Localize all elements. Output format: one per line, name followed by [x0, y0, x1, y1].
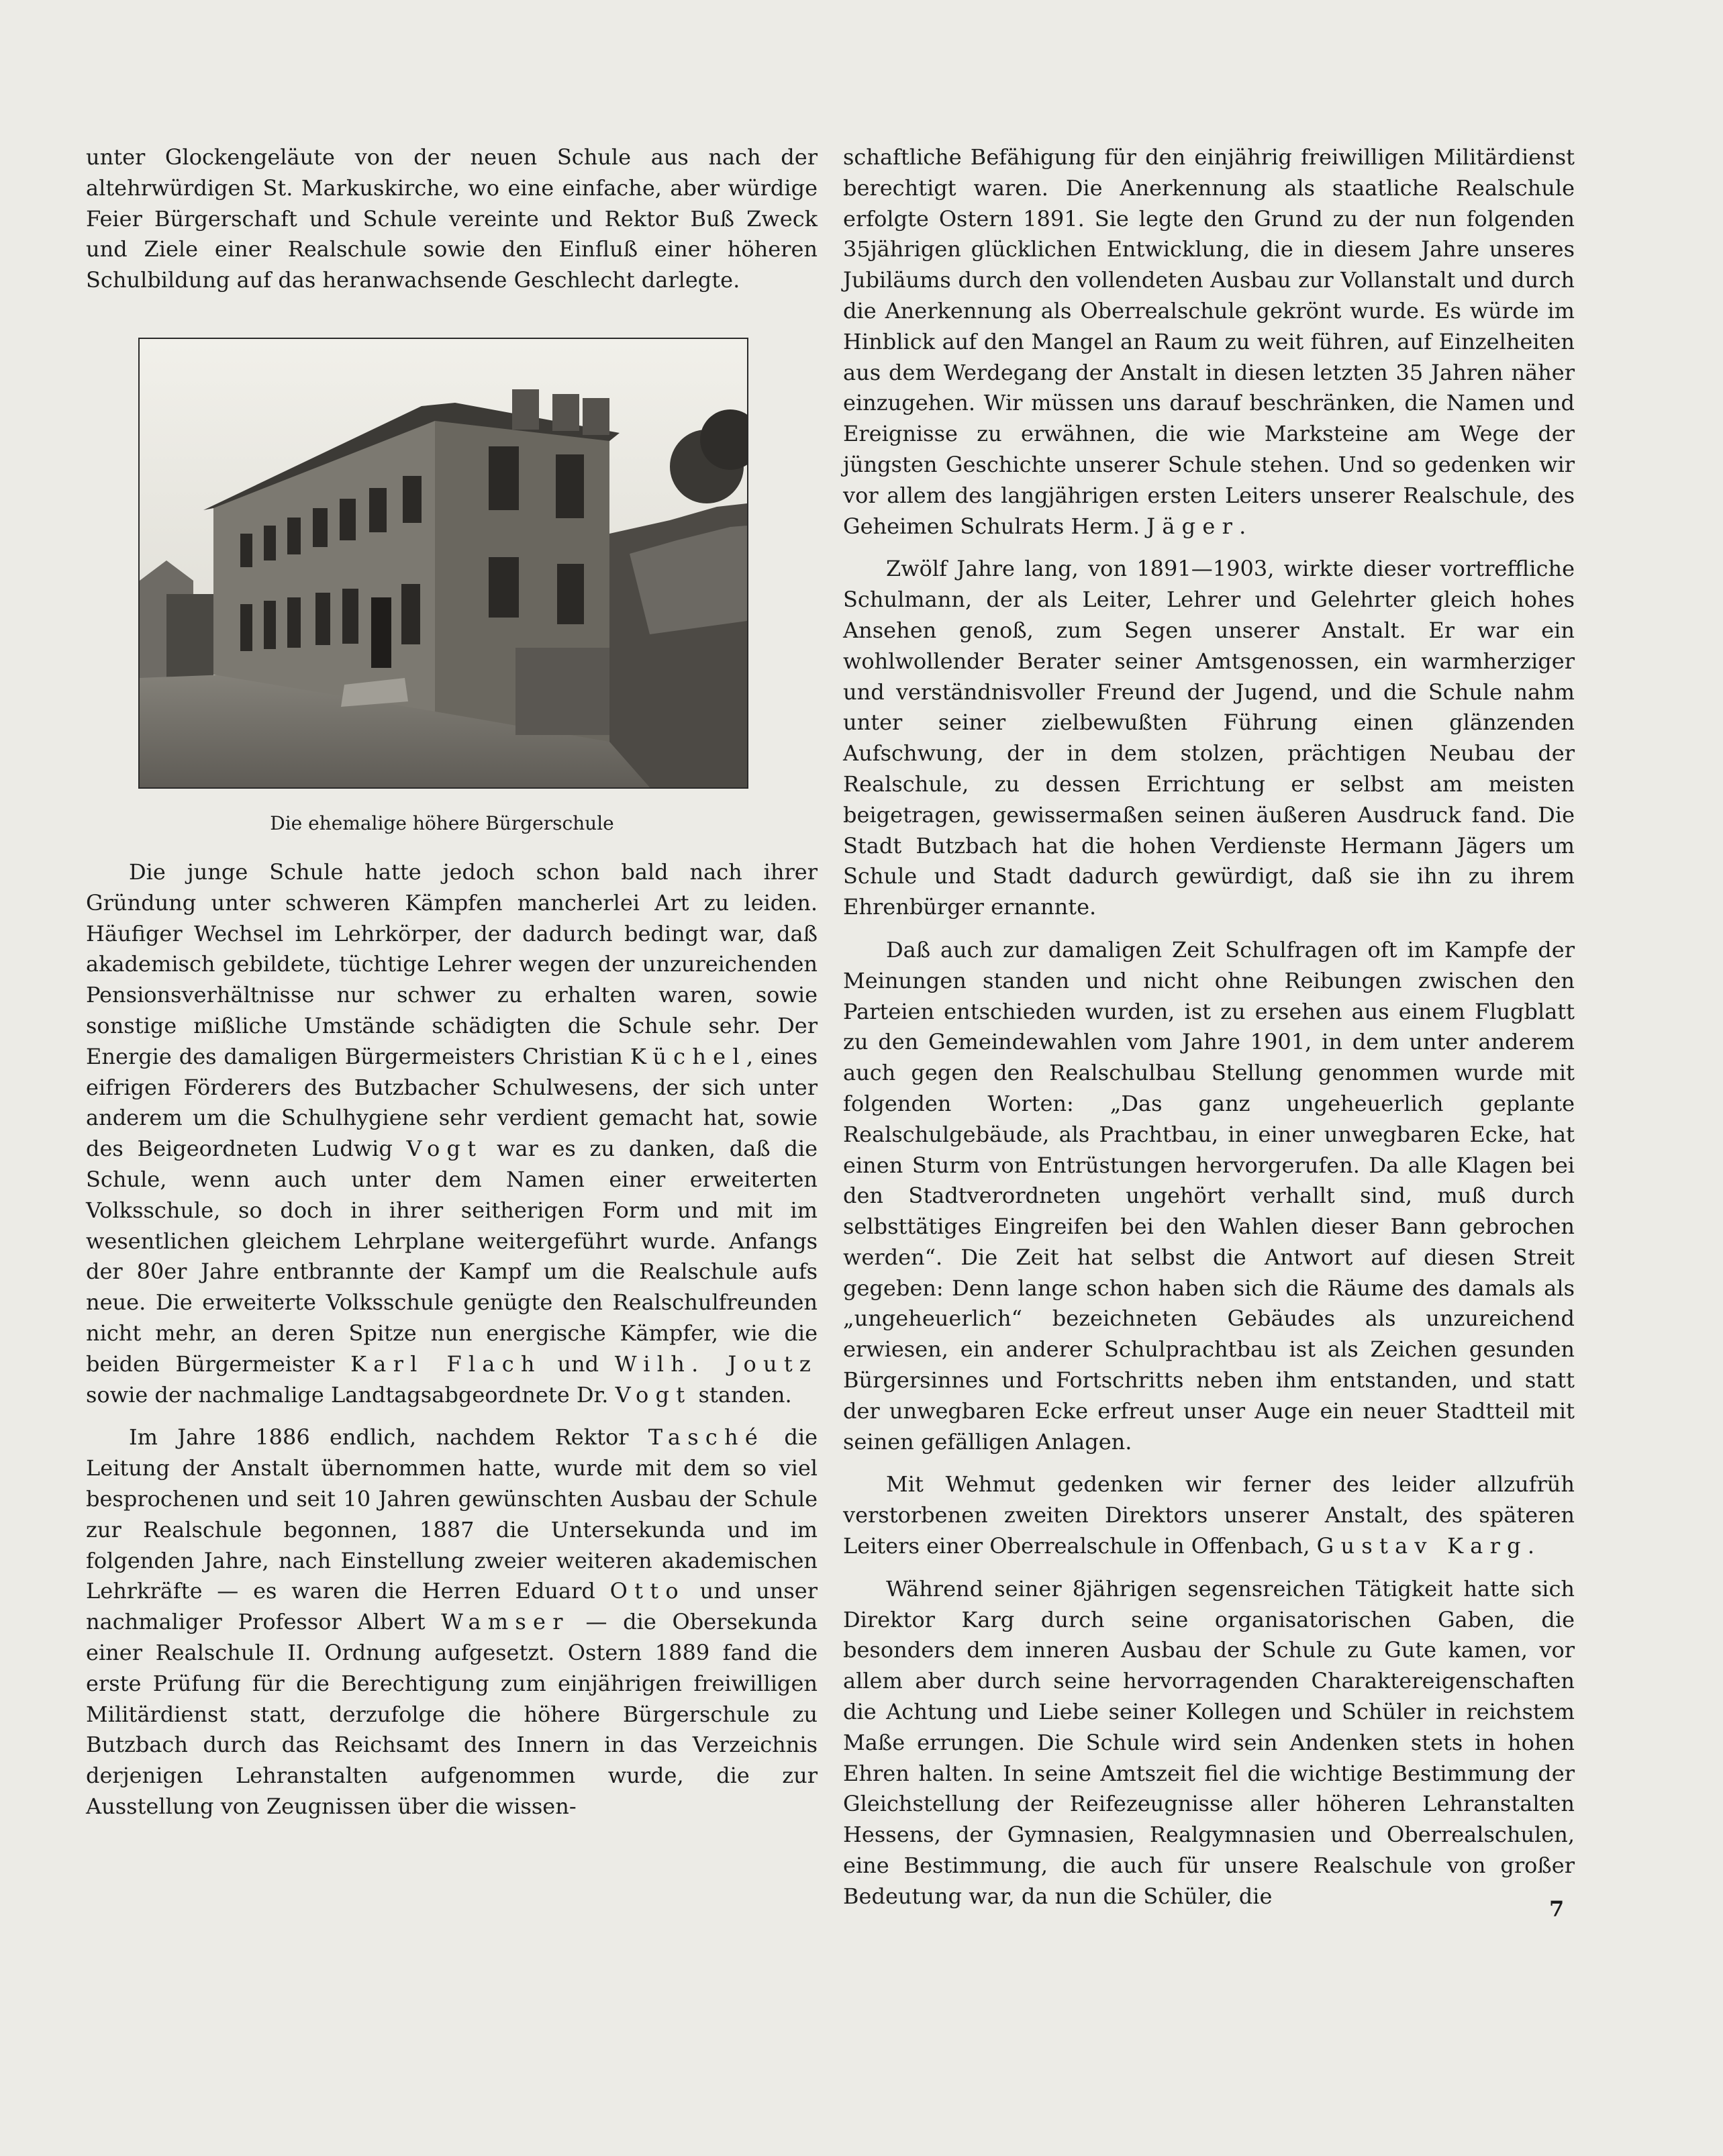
- text-run: standen.: [698, 1381, 792, 1408]
- text-run: und: [557, 1351, 599, 1377]
- person-name: Karl Flach: [350, 1351, 542, 1377]
- person-name: Jäger: [1146, 513, 1240, 539]
- text-run: Mit Wehmut gedenken wir ferner des leider allzufrüh verstorbenen zweiten Direktors unserer Anstalt, des späteren Leiters einer Oberrealschule in Offenbach,: [843, 1471, 1575, 1559]
- right-column: [843, 142, 1575, 1912]
- figure: [138, 338, 746, 836]
- paragraph-1886: [86, 1422, 818, 1822]
- text-run: die Leitung der Anstalt übernommen hatte, wurde mit dem so viel besprochenen und seit 10 Jahren gewünschten Ausbau der Schule zur Realschule begonnen, 1887 die Untersekunda und im folgenden Jahre, nach Einstellung zweier weiteren akademischen Lehrkräfte — es waren die Herren Eduard: [86, 1424, 818, 1604]
- paragraph-struggles: [86, 857, 818, 1410]
- person-name: Gustav Karg: [1316, 1533, 1528, 1559]
- page-number: 7: [1549, 1896, 1565, 1922]
- text-run: Die junge Schule hatte jedoch schon bald nach ihrer Gründung unter schweren Kämpfen mancherlei Art zu leiden. Häufiger Wechsel im Lehrkörper, der dadurch bedingt war, daß akademisch gebildete, tüchtige Lehrer wegen der unzureichenden Pensionsverhältnisse nur schwer zu erhalten waren, sowie sonstige mißliche Umstände schädigten die Schule sehr. Der Energie des damaligen Bürgermeisters Christian: [86, 859, 818, 1069]
- text-run: .: [1239, 513, 1246, 539]
- person-name: Tasché: [648, 1424, 765, 1451]
- text-run: und unser nachmaliger Professor Albert: [86, 1578, 818, 1635]
- text-run: sowie der nachmalige Landtagsabgeordnete Dr.: [86, 1381, 609, 1408]
- person-name: Wamser: [441, 1609, 570, 1635]
- text-run: war es zu danken, daß die Schule, wenn auch unter dem Namen einer erweiterten Volksschule, so doch in ihrer seitherigen Form und mit im wesentlichen gleichem Lehrplane weitergeführt wurde. Anfangs der 80er Jahre entbrannte der Kampf um die Realschule aufs neue. Die erweiterte Volksschule genügte den Realschulfreunden nicht mehr, an deren Spitze nun energische Kämpfer, wie die beiden Bürgermeister: [86, 1136, 818, 1377]
- person-name: Otto: [609, 1578, 685, 1604]
- paragraph-karg-tenure: Während seiner 8jährigen segensreichen Tätigkeit hatte sich Direktor Karg durch seine organisatorischen Gaben, die besonders dem inneren Ausbau der Schule zu Gute kamen, vor allem aber durch seine hervorragenden Charaktereigenschaften die Achtung und Liebe seiner Kollegen und Schüler in reichstem Maße errungen. Die Schule wird sein Andenken stets in hohen Ehren halten. In seine Amtszeit fiel die wichtige Bestimmung der Gleichstellung der Reifezeugnisse aller höheren Lehranstalten Hessens, der Gymnasien, Realgymnasien und Oberrealschulen, eine Bestimmung, die auch für unsere Realschule von großer Bedeutung war, da nun die Schüler, die: [843, 1575, 1575, 1909]
- person-name: Wilh. Joutz: [614, 1351, 818, 1377]
- person-name: Vogt: [615, 1381, 692, 1408]
- text-run: — die Obersekunda einer Realschule II. Ordnung aufgesetzt. Ostern 1889 fand die erste Prüfung für die Berechtigung zum einjährigen freiwilligen Militärdienst statt, derzufolge die höhere Bürgerschule zu Butzbach durch das Reichsamt des Innern in das Verzeichnis derjenigen Lehranstalten aufgenommen wurde, die zur Ausstellung von Zeugnissen über die wissen-: [86, 1609, 818, 1819]
- paragraph-jaeger: Zwölf Jahre lang, von 1891—1903, wirkte dieser vortreffliche Schulmann, der als Leiter, Lehrer und Gelehrter gleich hohes Ansehen genoß, zum Segen unserer Anstalt. Er war ein wohlwollender Berater seiner Amtsgenossen, ein warmherziger und verständnisvoller Freund der Jugend, und die Schule nahm unter seiner zielbewußten Führung einen glänzenden Aufschwung, der in dem stolzen, prächtigen Neubau der Realschule, zu dessen Errichtung er selbst am meisten beigetragen, gewissermaßen seinen äußeren Ausdruck fand. Die Stadt Butzbach hat die hohen Verdienste Hermann Jägers um Schule und Stadt dadurch gewürdigt, daß sie ihn zu ihrem Ehrenbürger ernannte.: [843, 556, 1575, 920]
- paragraph-continuation: [843, 142, 1575, 542]
- person-name: Küchel: [630, 1043, 746, 1069]
- figure-caption: Die ehemalige höhere Bürgerschule: [270, 812, 614, 834]
- text-run: , eines eifrigen Förderers des Butzbacher Schulwesens, der sich unter anderem um die Schulhygiene sehr verdient gemacht hat, sowie des Beigeordneten Ludwig: [86, 1043, 818, 1162]
- paragraph-flugblatt: Daß auch zur damaligen Zeit Schulfragen oft im Kampfe der Meinungen standen und nicht ohne Reibungen zwischen den Parteien entschieden wurden, ist zu ersehen aus einem Flugblatt zu den Gemeindewahlen vom Jahre 1901, in dem unter anderem auch gegen den Realschulbau Stellung genommen wurde mit folgenden Worten: „Das ganz ungeheuerlich geplante Realschulgebäude, als Prachtbau, in einer unwegbaren Ecke, hat einen Sturm von Entrüstungen hervorgerufen. Da alle Klagen bei den Stadtverordneten ungehört verhallt sind, muß durch selbsttätiges Eingreifen bei den Wahlen dieser Bann gebrochen werden“. Die Zeit hat selbst die Antwort auf diesen Streit gegeben: Denn lange schon haben sich die Räume des damals als „ungeheuerlich“ bezeichneten Gebäudes als unzureichend erwiesen, ein anderer Schulprachtbau ist als Zeichen gesunden Bürgersinnes und Fortschritts neben ihm entstanden, und statt der unwegbaren Ecke erfreut unser Auge ein neuer Stadtteil mit seinen gefälligen Anlagen.: [843, 936, 1575, 1455]
- paragraph-opening: unter Glockengeläute von der neuen Schule aus nach der altehrwürdigen St. Markuskirche, wo eine einfache, aber würdige Feier Bürgerschaft und Schule vereinte und Rektor Buß Zweck und Ziele einer Realschule sowie den Einfluß einer höheren Schulbildung auf das heranwachsende Geschlecht darlegte.: [86, 144, 818, 293]
- paragraph-karg: [843, 1469, 1575, 1561]
- person-name: Vogt: [406, 1136, 483, 1162]
- text-run: schaftliche Befähigung für den einjährig freiwilligen Militärdienst berechtigt waren. Die Anerkennung als staatliche Realschule erfolgte Ostern 1891. Sie legte den Grund zu der nun folgenden 35jährigen glücklichen Entwicklung, die in diesem Jahre unseres Jubiläums durch den vollendeten Ausbau zur Vollanstalt und durch die Anerkennung als Oberrealschule gekrönt wurde. Es würde im Hinblick auf den Mangel an Raum zu weit führen, auf Einzelheiten aus dem Werdegang der Anstalt in diesen letzten 35 Jahren näher einzugehen. Wir müssen uns darauf beschränken, die Namen und Ereignisse zu erwähnen, die wie Marksteine am Wege der jüngsten Geschichte unserer Schule stehen. Und so gedenken wir vor allem des langjährigen ersten Leiters unserer Realschule, des Geheimen Schulrats Herm.: [843, 144, 1575, 539]
- school-building-photo: [138, 338, 748, 789]
- text-run: .: [1527, 1533, 1535, 1559]
- left-column: [86, 142, 818, 1822]
- text-run: Im Jahre 1886 endlich, nachdem Rektor: [129, 1424, 629, 1451]
